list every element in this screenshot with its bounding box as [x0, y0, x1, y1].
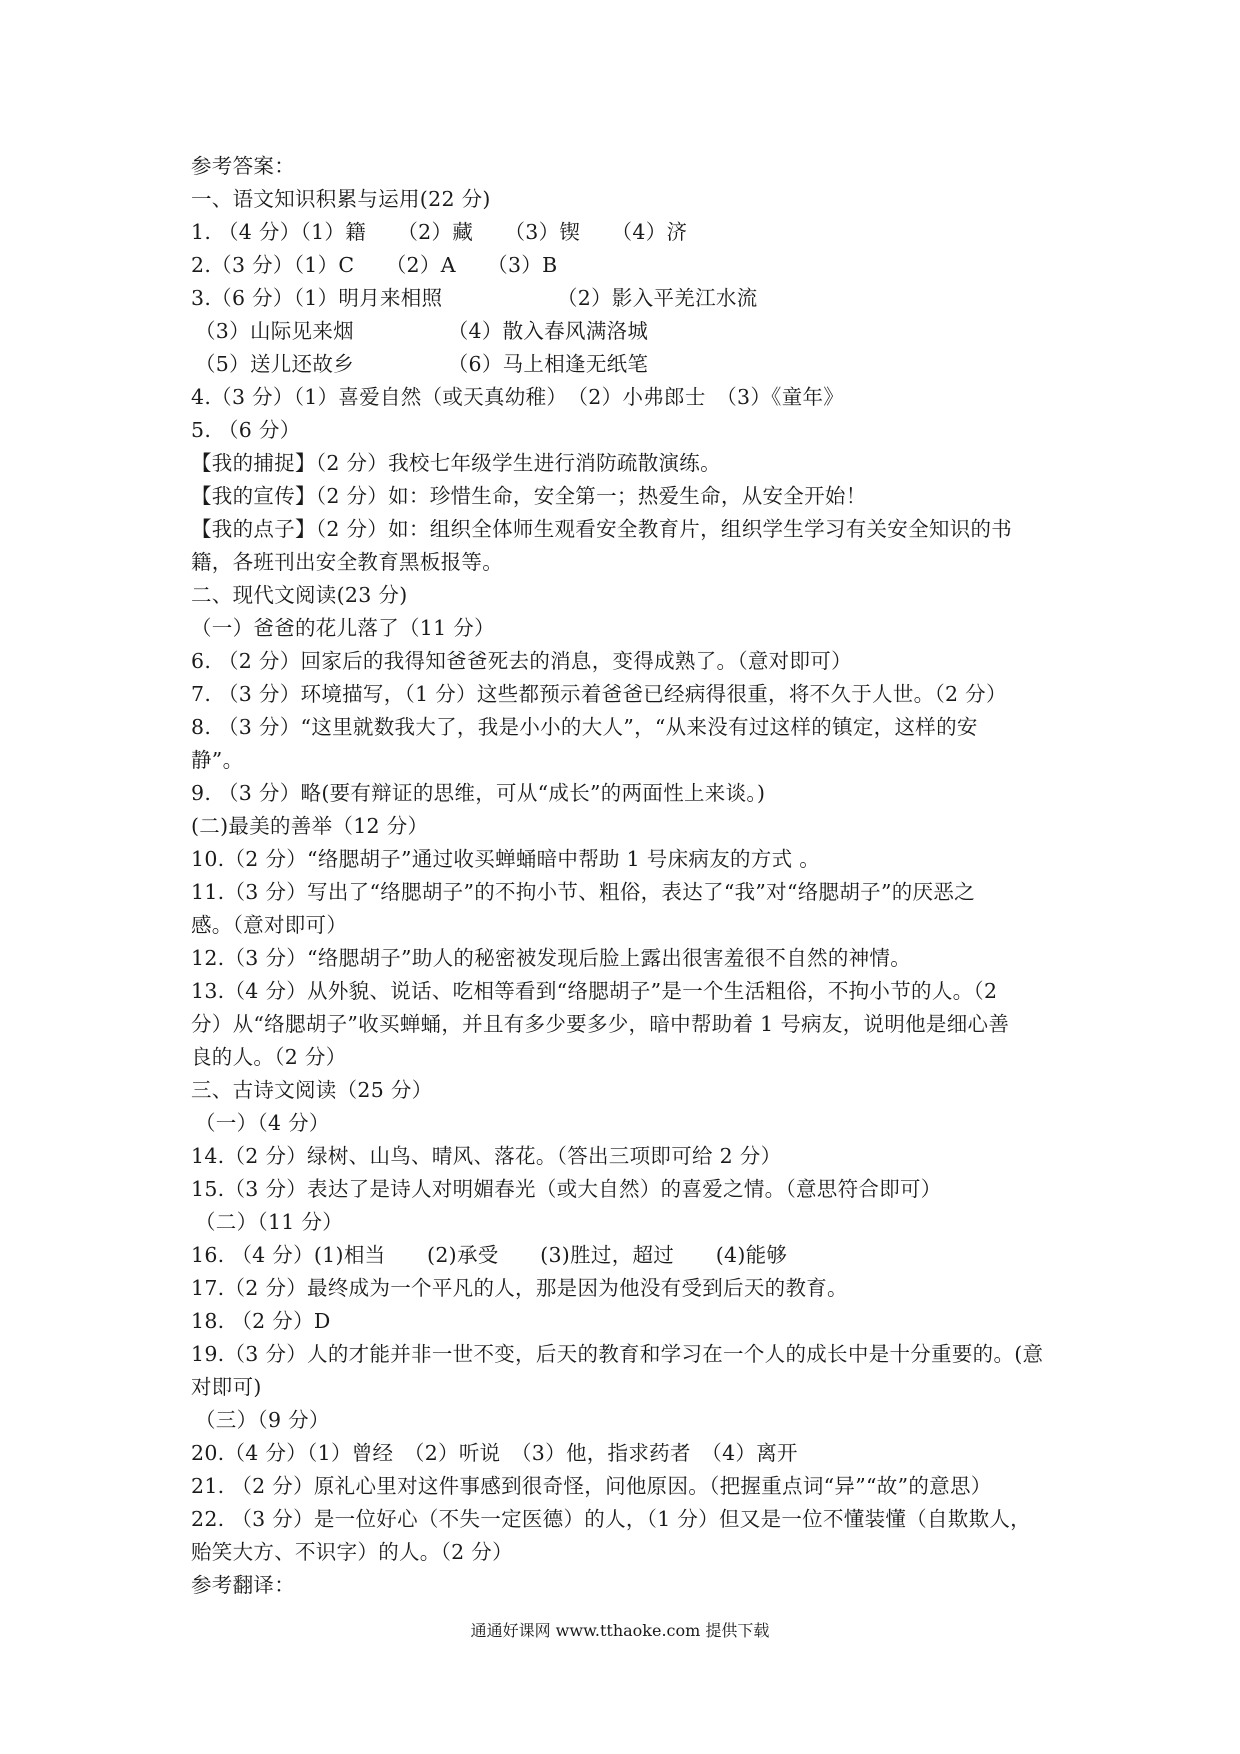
answer-key-text — [191, 150, 1061, 1602]
text-line: 2.（3 分）（1）C （2）A （3）B — [191, 253, 558, 277]
text-line: （一）（4 分） — [195, 1111, 330, 1135]
text-line: 21. （2 分）原礼心里对这件事感到很奇怪，问他原因。（把握重点词“异”“故”的意思） — [191, 1474, 992, 1498]
text-line: 22. （3 分）是一位好心（不失一定医德）的人，（1 分）但又是一位不懂装懂（自欺欺人， — [191, 1507, 1031, 1531]
text-line: 11.（3 分）写出了“络腮胡子”的不拘小节、粗俗，表达了“我”对“络腮胡子”的厌恶之 — [191, 880, 975, 904]
text-line: (二)最美的善举（12 分） — [191, 814, 429, 838]
text-line: 贻笑大方、不识字）的人。（2 分） — [191, 1540, 513, 1564]
text-line: 二、现代文阅读(23 分) — [191, 583, 408, 607]
text-line: 三、古诗文阅读（25 分） — [191, 1078, 433, 1102]
text-line: 16. （4 分）(1)相当 (2)承受 (3)胜过，超过 (4)能够 — [191, 1243, 788, 1267]
text-line: （5）送儿还故乡 （6）马上相逢无纸笔 — [195, 352, 649, 376]
text-line: 12.（3 分）“络腮胡子”助人的秘密被发现后脸上露出很害羞很不自然的神情。 — [191, 946, 912, 970]
text-line: 1. （4 分）（1）籍 （2）藏 （3）锲 （4）济 — [191, 220, 688, 244]
text-line: 3.（6 分）（1）明月来相照 （2）影入平羌江水流 — [191, 286, 758, 310]
text-line: 分）从“络腮胡子”收买蝉蛹，并且有多少要多少，暗中帮助着 1 号病友，说明他是细心善 — [191, 1012, 1010, 1036]
text-line: 良的人。（2 分） — [191, 1045, 347, 1069]
text-line: （三）（9 分） — [195, 1408, 330, 1432]
text-line: 14.（2 分）绿树、山鸟、晴风、落花。（答出三项即可给 2 分） — [191, 1144, 782, 1168]
text-line: 9. （3 分）略(要有辩证的思维，可从“成长”的两面性上来谈。) — [191, 781, 766, 805]
text-line: （3）山际见来烟 （4）散入春风满洛城 — [195, 319, 649, 343]
text-line: 参考答案： — [191, 154, 295, 178]
text-line: 17.（2 分）最终成为一个平凡的人，那是因为他没有受到后天的教育。 — [191, 1276, 848, 1300]
text-line: 15.（3 分）表达了是诗人对明媚春光（或大自然）的喜爱之情。（意思符合即可） — [191, 1177, 942, 1201]
text-line: 静”。 — [191, 748, 244, 772]
text-line: （二）（11 分） — [195, 1210, 344, 1234]
text-line: 19.（3 分）人的才能并非一世不变，后天的教育和学习在一个人的成长中是十分重要的。(意 — [191, 1342, 1044, 1366]
text-line: 18. （2 分）D — [191, 1309, 331, 1333]
text-line: 8. （3 分）“这里就数我大了，我是小小的大人”，“从来没有过这样的镇定，这样的安 — [191, 715, 978, 739]
text-line: 13.（4 分）从外貌、说话、吃相等看到“络腮胡子”是一个生活粗俗，不拘小节的人。（2 — [191, 979, 998, 1003]
page-footer: 通通好课网 www.tthaoke.com 提供下载 — [470, 1621, 770, 1640]
text-line: 感。（意对即可） — [191, 913, 348, 937]
text-line: 7. （3 分）环境描写，（1 分）这些都预示着爸爸已经病得很重，将不久于人世。（2 分） — [191, 682, 1007, 706]
text-line: 【我的宣传】（2 分）如：珍惜生命，安全第一；热爱生命，从安全开始！ — [191, 484, 867, 508]
text-line: 6. （2 分）回家后的我得知爸爸死去的消息，变得成熟了。（意对即可） — [191, 649, 852, 673]
text-line: 4.（3 分）（1）喜爱自然（或天真幼稚） （2）小弗郎士 （3）《童年》 — [191, 385, 845, 409]
text-line: 5. （6 分） — [191, 418, 301, 442]
text-line: 一、语文知识积累与运用(22 分) — [191, 187, 491, 211]
text-line: 【我的捕捉】（2 分）我校七年级学生进行消防疏散演练。 — [191, 451, 721, 475]
text-line: 参考翻译： — [191, 1573, 295, 1597]
text-line: （一）爸爸的花儿落了（11 分） — [191, 616, 495, 640]
text-line: 【我的点子】（2 分）如：组织全体师生观看安全教育片，组织学生学习有关安全知识的书 — [191, 517, 1013, 541]
text-line: 对即可) — [191, 1375, 262, 1399]
text-line: 10.（2 分）“络腮胡子”通过收买蝉蛹暗中帮助 1 号床病友的方式 。 — [191, 847, 821, 871]
text-line: 20.（4 分）（1）曾经 （2）听说 （3）他，指求药者 （4）离开 — [191, 1441, 798, 1465]
text-line: 籍，各班刊出安全教育黑板报等。 — [191, 550, 503, 574]
